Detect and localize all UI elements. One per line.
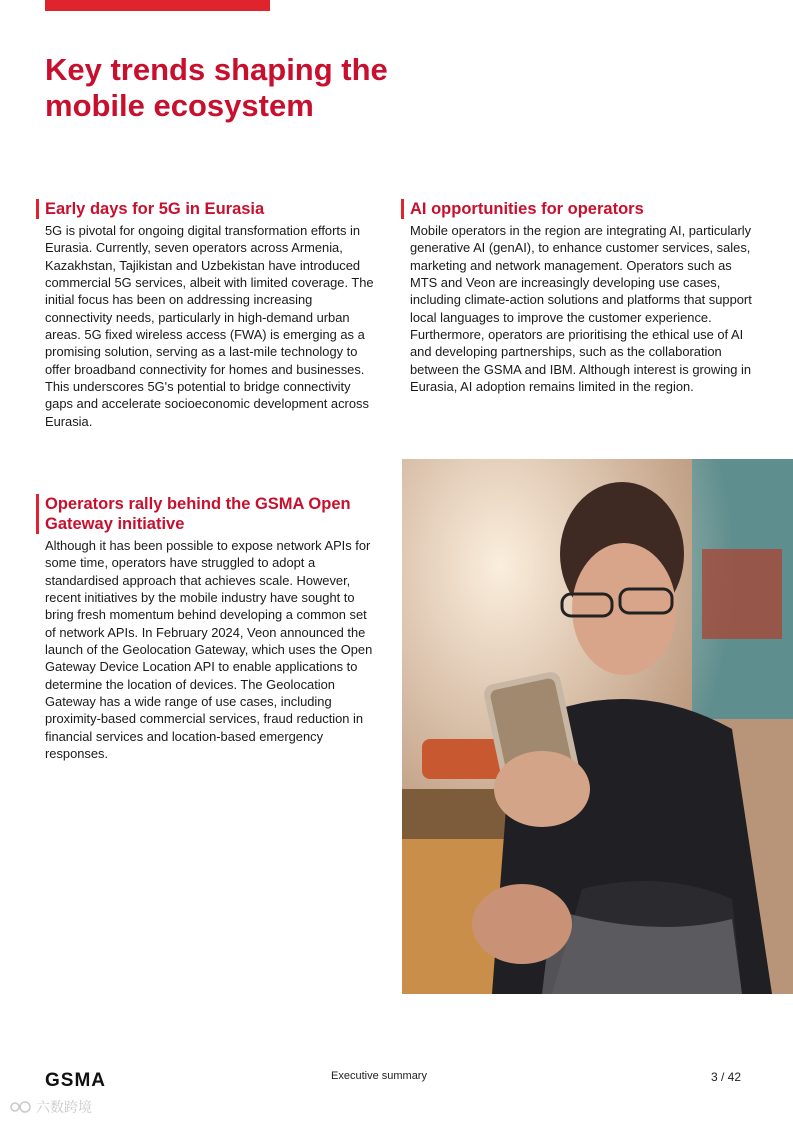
section-heading-marker — [36, 494, 381, 534]
watermark-text: 六数跨境 — [36, 1099, 92, 1115]
page-title: Key trends shaping the mobile ecosystem — [45, 52, 388, 123]
footer-section-label: Executive summary — [331, 1070, 427, 1082]
photo-woman-with-smartphone — [402, 459, 793, 994]
section-heading: AI opportunities for operators — [410, 200, 644, 218]
section-body: Mobile operators in the region are integrating AI, particularly generative AI (genAI), to enhance customer services, sales, marketing and network management. Operators such as MTS and Veon are increasingly developing use cases, including climate-action solutions and platforms that support local languages to improve the customer experience. Furthermore, operators are prioritising the ethical use of AI and developing partnerships, such as the collaboration between the GSMA and IBM. Although interest is growing in Eurasia, AI adoption remains limited in the region. — [410, 223, 752, 395]
section-heading-marker — [36, 199, 381, 219]
section-5g-eurasia — [45, 199, 381, 430]
photo-illustration — [402, 459, 793, 994]
section-body: Although it has been possible to expose network APIs for some time, operators have struggled to adopt a standardised approach that achieves scale. However, recent initiatives by the mobile industry have sought to bring fresh momentum behind developing a common set of network APIs. In February 2024, Veon announced the launch of the Geolocation Gateway, which uses the Open Gateway Device Location API to enable applications to determine the location of devices. The Geolocation Gateway has a wide range of use cases, including proximity-based commercial services, fraud reduction in financial services and location-based emergency responses. — [45, 538, 373, 762]
watermark — [10, 1097, 92, 1117]
section-body: 5G is pivotal for ongoing digital transformation efforts in Eurasia. Currently, seven operators across Armenia, Kazakhstan, Tajikistan and Uzbekistan have introduced commercial 5G services, albeit with limited coverage. The initial focus has been on addressing increasing connectivity needs, particularly in high-demand urban areas. 5G fixed wireless access (FWA) is emerging as a promising solution, serving as a last-mile technology to offer broadband connectivity for homes and businesses. This underscores 5G's potential to bridge connectivity gaps and accelerate socioeconomic development across Eurasia. — [45, 223, 374, 429]
section-heading: Early days for 5G in Eurasia — [45, 200, 265, 218]
page-number: 3 / 42 — [711, 1070, 742, 1084]
section-heading: Operators rally behind the GSMA Open Gateway initiative — [45, 495, 351, 533]
section-open-gateway — [45, 494, 381, 762]
watermark-logo-icon — [10, 1100, 32, 1114]
section-ai-opportunities — [410, 199, 755, 395]
section-heading-marker — [401, 199, 755, 219]
top-accent-bar — [45, 0, 270, 11]
gsma-logo: GSMA — [45, 1070, 106, 1091]
